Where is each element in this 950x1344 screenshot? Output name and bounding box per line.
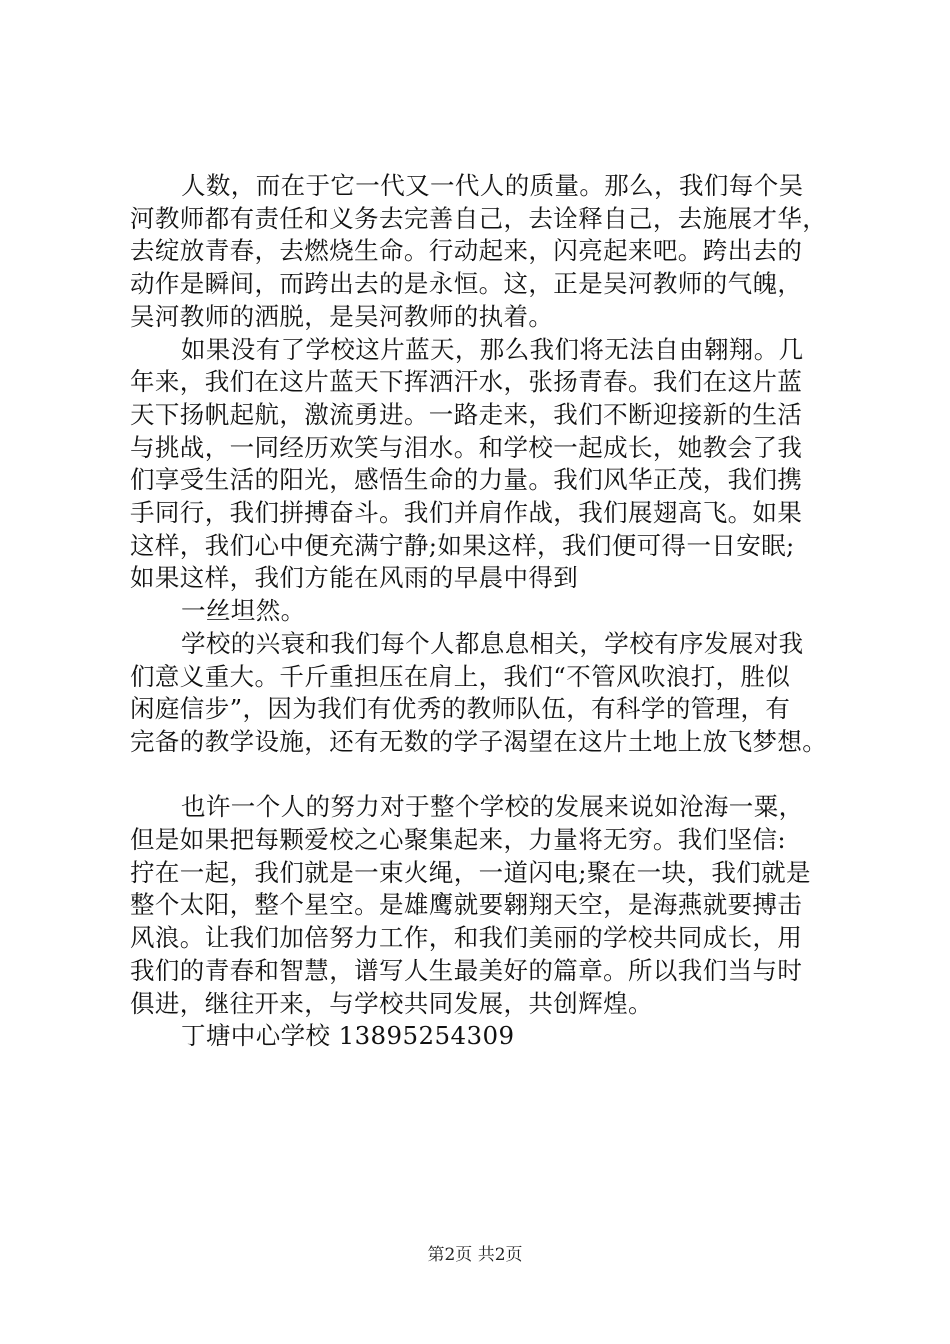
text-line: 俱进，继往开来，与学校共同发展，共创辉煌。 [130,988,653,1018]
text-line: 与挑战，一同经历欢笑与泪水。和学校一起成长，她教会了我 [130,432,803,462]
text-line: 一丝坦然。 [181,596,306,626]
text-line: 去绽放青春，去燃烧生命。行动起来，闪亮起来吧。跨出去的 [130,236,803,266]
text-line: 拧在一起，我们就是一束火绳，一道闪电;聚在一块，我们就是 [130,857,811,887]
text-line: 也许一个人的努力对于整个学校的发展来说如沧海一粟， [181,792,804,822]
text-line: 人数，而在于它一代又一代人的质量。那么，我们每个吴 [181,171,804,200]
text-line: 年来，我们在这片蓝天下挥洒汗水，张扬青春。我们在这片蓝 [130,367,803,397]
text-line: 河教师都有责任和义务去完善自己，去诠释自己，去施展才华， [130,203,828,233]
text-line: 但是如果把每颗爱校之心聚集起来，力量将无穷。我们坚信: [130,825,787,855]
text-line: 们享受生活的阳光，感悟生命的力量。我们风华正茂，我们携 [130,465,803,495]
text-line: 学校的兴衰和我们每个人都息息相关，学校有序发展对我 [181,628,804,658]
signature-line: 丁塘中心学校 13895254309 [181,1021,515,1051]
text-line: 我们的青春和智慧，谱写人生最美好的篇章。所以我们当与时 [130,955,803,985]
text-line: 动作是瞬间，而跨出去的是永恒。这，正是吴河教师的气魄， [130,269,803,299]
text-line: 完备的教学设施，还有无数的学子渴望在这片土地上放飞梦想。 [130,726,828,756]
page-number-label: 第2页 共2页 [427,1245,523,1265]
text-line: 这样，我们心中便充满宁静;如果这样，我们便可得一日安眠; [130,530,795,560]
text-line: 们意义重大。千斤重担压在肩上，我们“不管风吹浪打，胜似 [130,661,791,691]
text-line: 风浪。让我们加倍努力工作，和我们美丽的学校共同成长，用 [130,923,803,953]
text-line: 如果没有了学校这片蓝天，那么我们将无法自由翱翔。几 [181,334,804,364]
page-footer [0,1244,950,1266]
document-body [130,170,850,1053]
text-line: 天下扬帆起航，激流勇进。一路走来，我们不断迎接新的生活 [130,399,803,429]
text-line: 整个太阳，整个星空。是雄鹰就要翱翔天空，是海燕就要搏击 [130,890,803,920]
text-line: 吴河教师的洒脱，是吴河教师的执着。 [130,301,554,331]
text-line: 手同行，我们拼搏奋斗。我们并肩作战，我们展翅高飞。如果 [130,498,803,528]
text-line: 如果这样，我们方能在风雨的早晨中得到 [130,563,579,593]
paragraph-gap [130,759,850,792]
text-line: 闲庭信步”，因为我们有优秀的教师队伍，有科学的管理，有 [130,694,791,724]
